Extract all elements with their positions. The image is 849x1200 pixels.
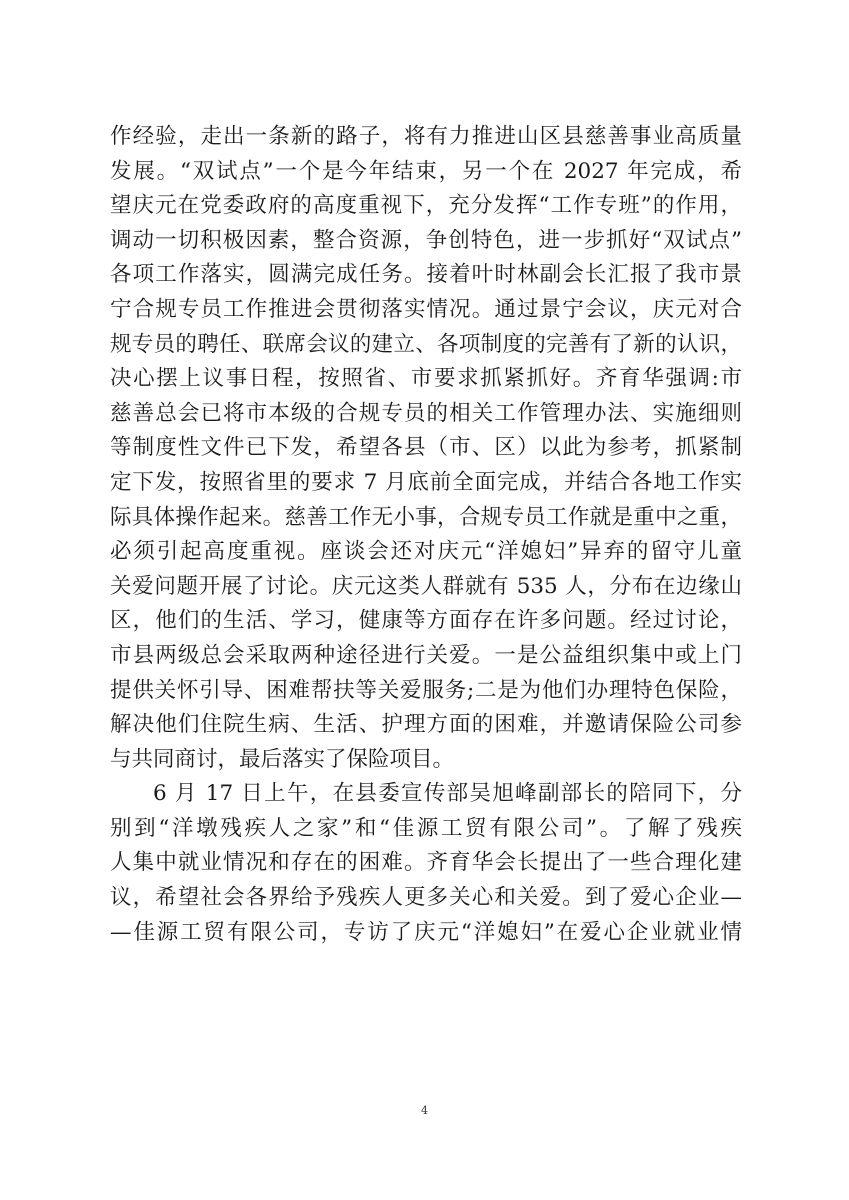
text-line: 6 月 17 日上午，在县委宣传部吴旭峰副部长的陪同下，分 xyxy=(153,781,742,807)
page-number: 4 xyxy=(421,1104,428,1117)
text-line: 规专员的聘任、联席会议的建立、各项制度的完善有了新的认识， xyxy=(110,331,742,357)
text-line: 决心摆上议事日程，按照省、市要求抓紧抓好。齐育华强调:市 xyxy=(110,366,742,392)
text-line: 际具体操作起来。慈善工作无小事，合规专员工作就是重中之重， xyxy=(110,504,742,530)
paragraph-1 xyxy=(110,120,742,777)
text-line: 与共同商讨，最后落实了保险项目。 xyxy=(110,746,455,772)
text-line: 人集中就业情况和存在的困难。齐育华会长提出了一些合理化建 xyxy=(110,850,742,876)
text-line: 解决他们住院生病、生活、护理方面的困难，并邀请保险公司参 xyxy=(110,712,742,738)
text-line: 市县两级总会采取两种途径进行关爱。一是公益组织集中或上门 xyxy=(110,642,742,668)
body-text xyxy=(110,120,742,950)
text-line: 议，希望社会各界给予残疾人更多关心和关爱。到了爱心企业— xyxy=(110,885,742,911)
text-line: —佳源工贸有限公司，专访了庆元“洋媳妇”在爱心企业就业情 xyxy=(110,919,742,945)
text-line: 别到“洋墩残疾人之家”和“佳源工贸有限公司”。了解了残疾 xyxy=(110,815,742,841)
text-line: 宁合规专员工作推进会贯彻落实情况。通过景宁会议，庆元对合 xyxy=(110,296,742,322)
text-line: 必须引起高度重视。座谈会还对庆元“洋媳妇”异弃的留守儿童 xyxy=(110,539,742,565)
text-line: 作经验，走出一条新的路子，将有力推进山区县慈善事业高质量 xyxy=(110,124,742,149)
text-line: 关爱问题开展了讨论。庆元这类人群就有 535 人，分布在边缘山 xyxy=(110,573,742,599)
text-line: 提供关怀引导、困难帮扶等关爱服务;二是为他们办理特色保险， xyxy=(110,677,742,703)
text-line: 定下发，按照省里的要求 7 月底前全面完成，并结合各地工作实 xyxy=(110,469,742,495)
text-line: 各项工作落实，圆满完成任务。接着叶时林副会长汇报了我市景 xyxy=(110,262,742,288)
text-line: 区，他们的生活、学习，健康等方面存在许多问题。经过讨论， xyxy=(110,608,742,634)
text-line: 等制度性文件已下发，希望各县（市、区）以此为参考，抓紧制 xyxy=(110,435,742,461)
text-line: 调动一切积极因素，整合资源，争创特色，进一步抓好“双试点” xyxy=(110,227,742,253)
paragraph-2 xyxy=(110,777,742,950)
text-line: 望庆元在党委政府的高度重视下，充分发挥“工作专班”的作用， xyxy=(110,193,742,219)
text-line: 慈善总会已将市本级的合规专员的相关工作管理办法、实施细则 xyxy=(110,400,742,426)
text-line: 发展。“双试点”一个是今年结束，另一个在 2027 年完成，希 xyxy=(110,158,742,184)
